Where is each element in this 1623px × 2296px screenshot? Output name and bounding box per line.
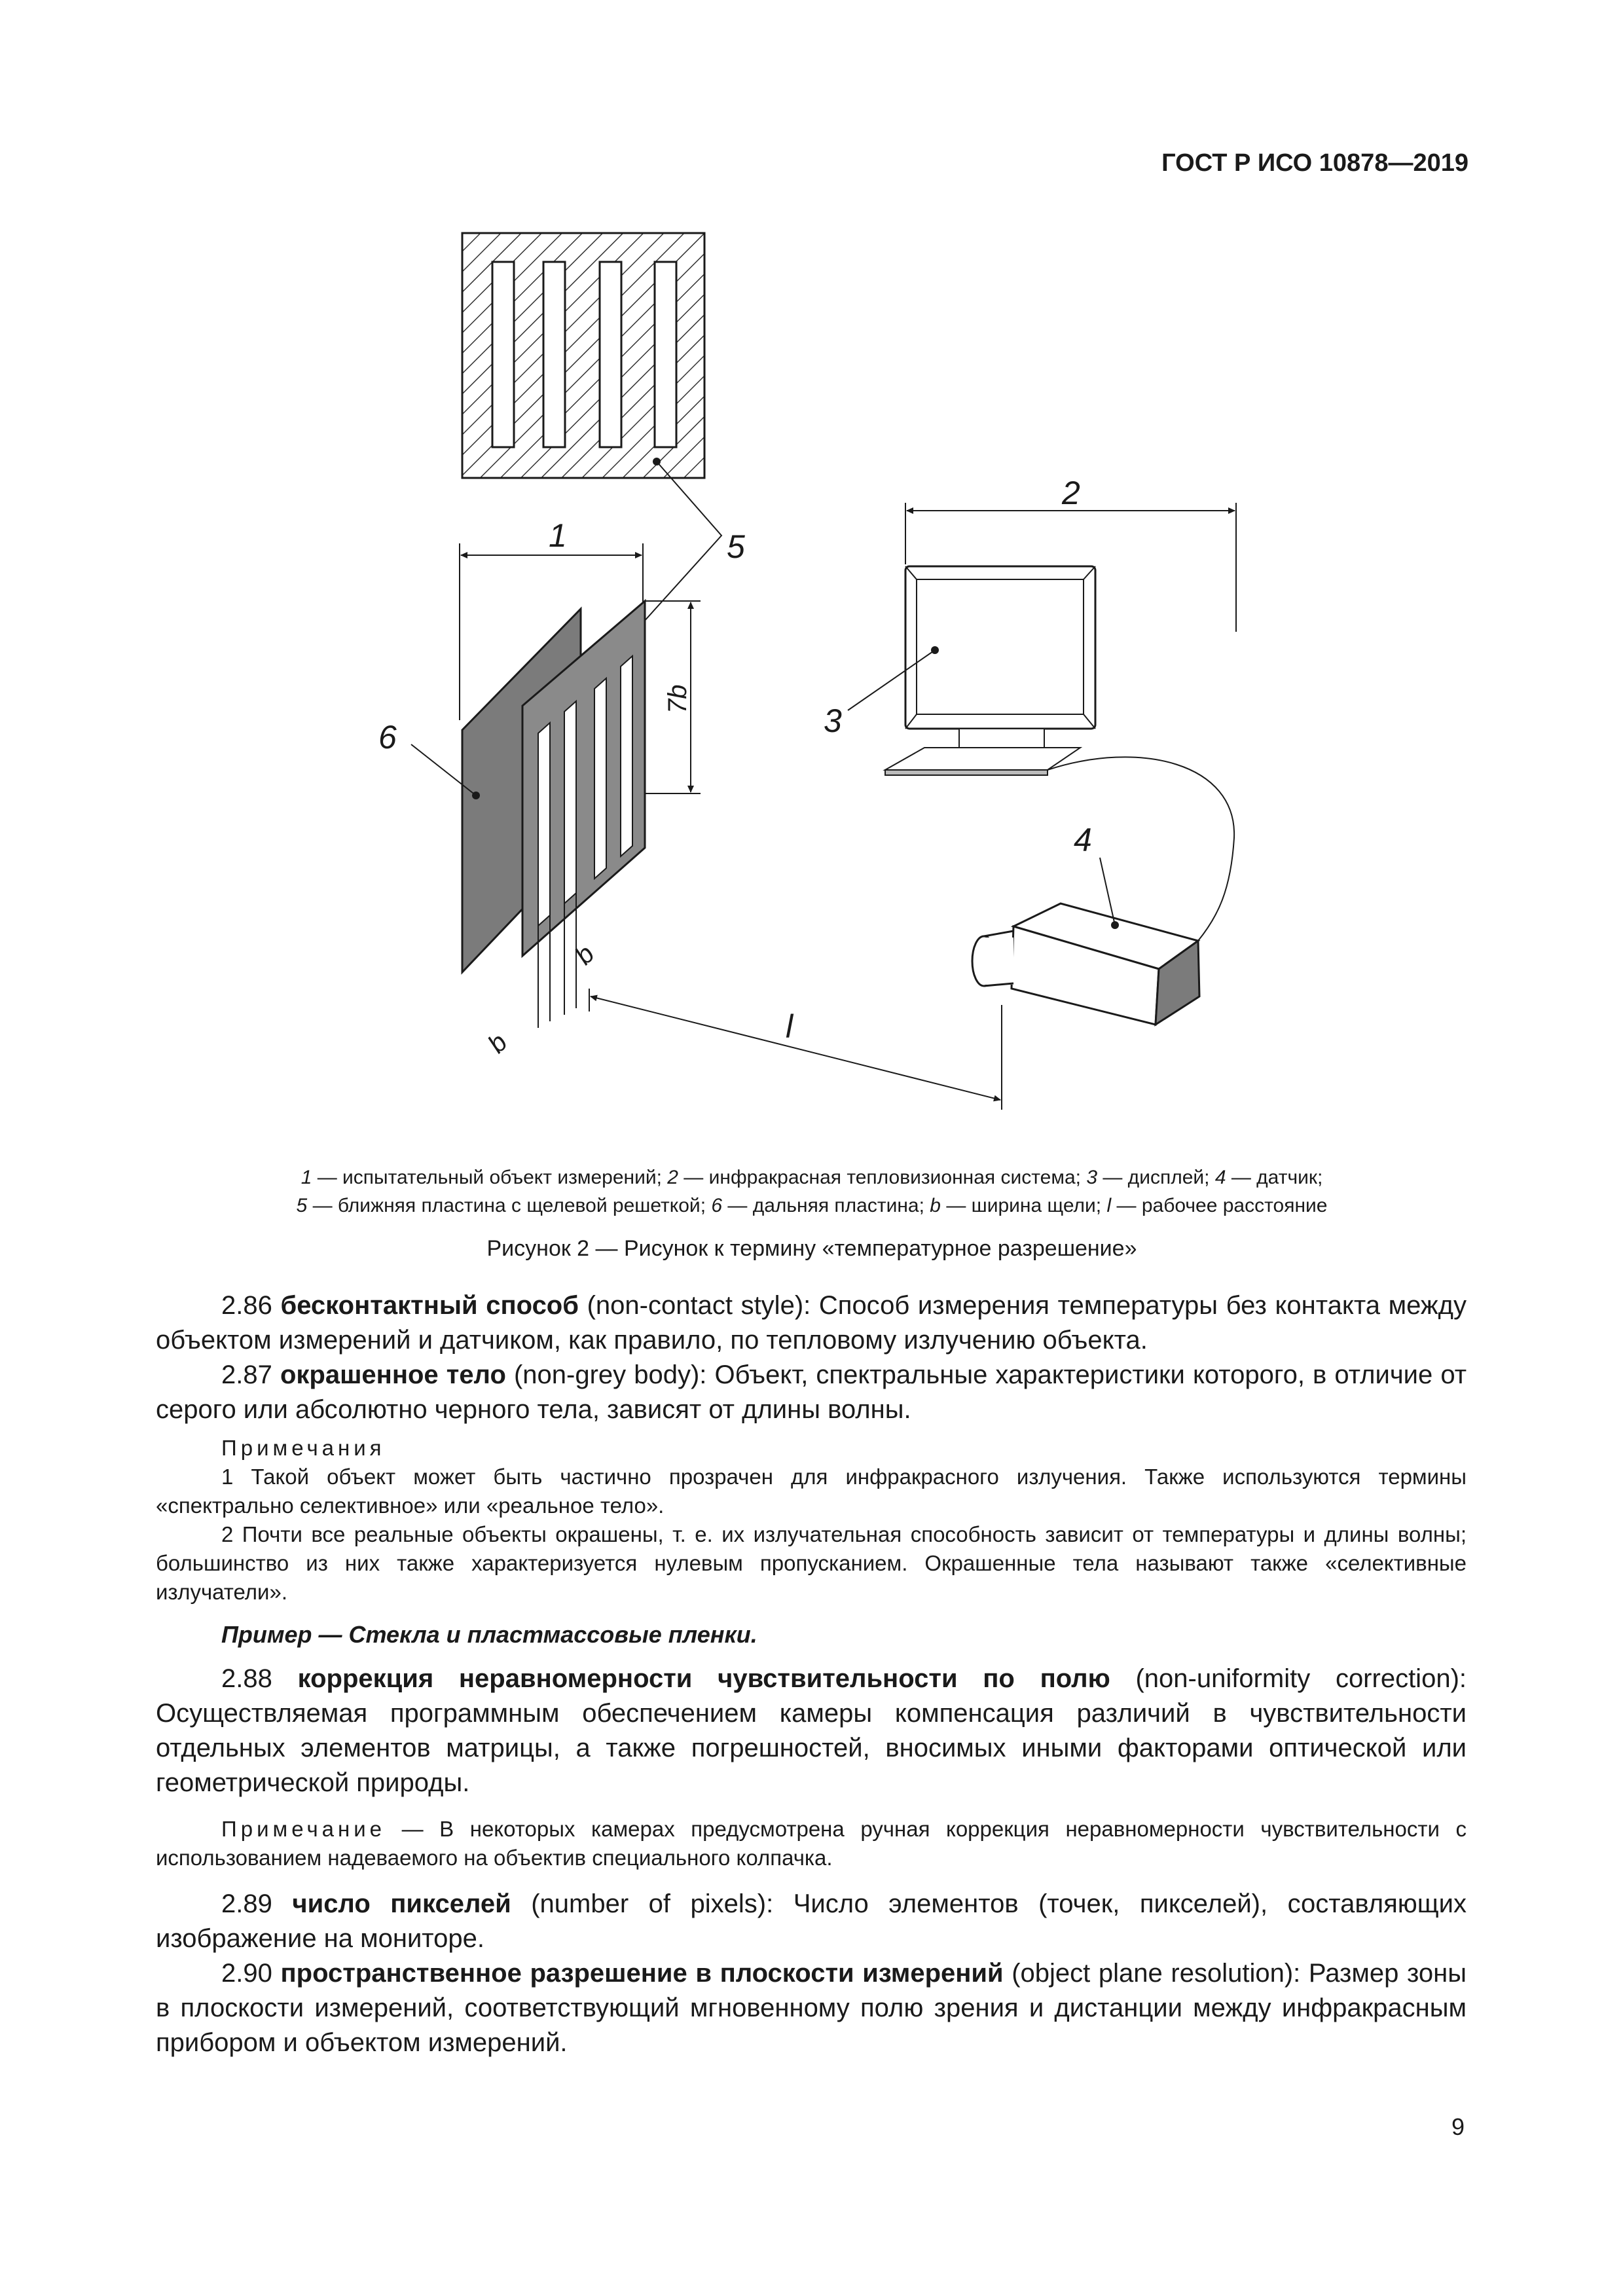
term-number: 2.89: [221, 1889, 272, 1918]
label-1: 1: [549, 517, 567, 554]
label-b-2: b: [569, 939, 600, 970]
dimension-7b: [645, 601, 701, 793]
example: Пример — Стекла и пластмассовые пленки.: [221, 1621, 757, 1648]
term-title: коррекция неравномерности чувствительности по полю: [297, 1664, 1110, 1693]
note-2: 2 Почти все реальные объекты окрашены, т. е. их излучательная способность зависит от температуры и длины волны; большинство из них также характеризуется нулевым пропусканием. Окрашенные тела называют также «селективные излучатели».: [156, 1522, 1467, 1604]
label-6: 6: [378, 719, 397, 756]
label-b-1: b: [482, 1028, 513, 1059]
term-title: окрашенное тело: [280, 1360, 506, 1389]
dimension-l: [591, 996, 1002, 1110]
legend-text: — дальняя пластина;: [722, 1194, 930, 1216]
legend-text: — ближняя пластина с щелевой решеткой;: [307, 1194, 712, 1216]
term-2-87: [156, 1358, 1467, 1427]
legend-num: b: [930, 1194, 941, 1216]
legend-text: — инфракрасная тепловизионная система;: [678, 1167, 1087, 1188]
legend-text: — дисплей;: [1097, 1167, 1215, 1188]
term-2-88: [156, 1662, 1467, 1800]
term-2-86: [156, 1288, 1467, 1358]
figure-legend: [164, 1164, 1460, 1220]
term-number: 2.86: [221, 1291, 272, 1320]
legend-num: 6: [711, 1194, 723, 1216]
document-header: ГОСТ Р ИСО 10878—2019: [1161, 149, 1468, 177]
legend-num: l: [1106, 1194, 1112, 1216]
note-2-88: [156, 1815, 1467, 1872]
term-number: 2.87: [221, 1360, 272, 1389]
legend-line-1: [164, 1164, 1460, 1192]
notes-heading: Примечания: [221, 1436, 386, 1460]
document-body: [156, 1288, 1467, 2060]
note-1: 1 Такой объект может быть частично прозрачен для инфракрасного излучения. Также используются термины «спектрально селективное» или «реальное тело».: [156, 1465, 1467, 1518]
legend-num: 1: [301, 1167, 312, 1188]
label-4: 4: [1074, 822, 1092, 858]
term-definition: (non-uniformity correction): Осуществляемая программным обеспечением камеры компенсация различий в чувствительности отдельных элементов матрицы, а также погрешностей, вносимых иными факторами оптической или геометрической природы.: [156, 1664, 1467, 1797]
term-definition: (number of pixels): Число элементов (точек, пикселей), составляющих изображение на мониторе.: [156, 1889, 1467, 1953]
legend-text: — ширина щели;: [940, 1194, 1107, 1216]
term-definition: (non-contact style): Способ измерения температуры без контакта между объектом измерений и датчиком, как правило, по тепловому излучению объекта.: [156, 1291, 1467, 1355]
legend-num: 5: [296, 1194, 308, 1216]
term-definition: (non-grey body): Объект, спектральные характеристики которого, в отличие от серого или абсолютно черного тела, зависят от длины волны.: [156, 1360, 1467, 1424]
term-2-89: [156, 1887, 1467, 1956]
term-number: 2.90: [221, 1959, 272, 1988]
sensor-camera: [972, 822, 1199, 1025]
note-text: — В некоторых камерах предусмотрена ручная коррекция неравномерности чувствительности с использованием надеваемого на объектив специального колпачка.: [156, 1817, 1467, 1870]
legend-num: 4: [1214, 1167, 1226, 1188]
legend-num: 2: [667, 1167, 678, 1188]
page-number: 9: [1451, 2113, 1465, 2140]
figure-caption: Рисунок 2 — Рисунок к термину «температурное разрешение»: [486, 1236, 1137, 1261]
term-title: пространственное разрешение в плоскости измерений: [280, 1959, 1004, 1988]
test-object-front-view: [462, 233, 704, 478]
monitor: [824, 566, 1095, 775]
legend-num: 3: [1086, 1167, 1098, 1188]
legend-line-2: [164, 1192, 1460, 1220]
label-3: 3: [824, 702, 842, 739]
label-l: l: [786, 1008, 793, 1045]
label-5: 5: [727, 528, 745, 565]
label-7b: 7b: [663, 684, 692, 714]
term-title: бесконтактный способ: [280, 1291, 579, 1320]
label-2: 2: [1062, 475, 1080, 511]
term-2-90: [156, 1956, 1467, 2060]
note-heading: Примечание: [221, 1817, 386, 1841]
legend-text: — испытательный объект измерений;: [312, 1167, 668, 1188]
legend-text: — датчик;: [1226, 1167, 1323, 1188]
legend-text: — рабочее расстояние: [1111, 1194, 1328, 1216]
term-number: 2.88: [221, 1664, 272, 1693]
term-definition: (object plane resolution): Размер зоны в плоскости измерений, соответствующий мгновенному полю зрения и дистанции между инфракрасным прибором и объектом измерений.: [156, 1959, 1467, 2057]
term-title: число пикселей: [292, 1889, 511, 1918]
